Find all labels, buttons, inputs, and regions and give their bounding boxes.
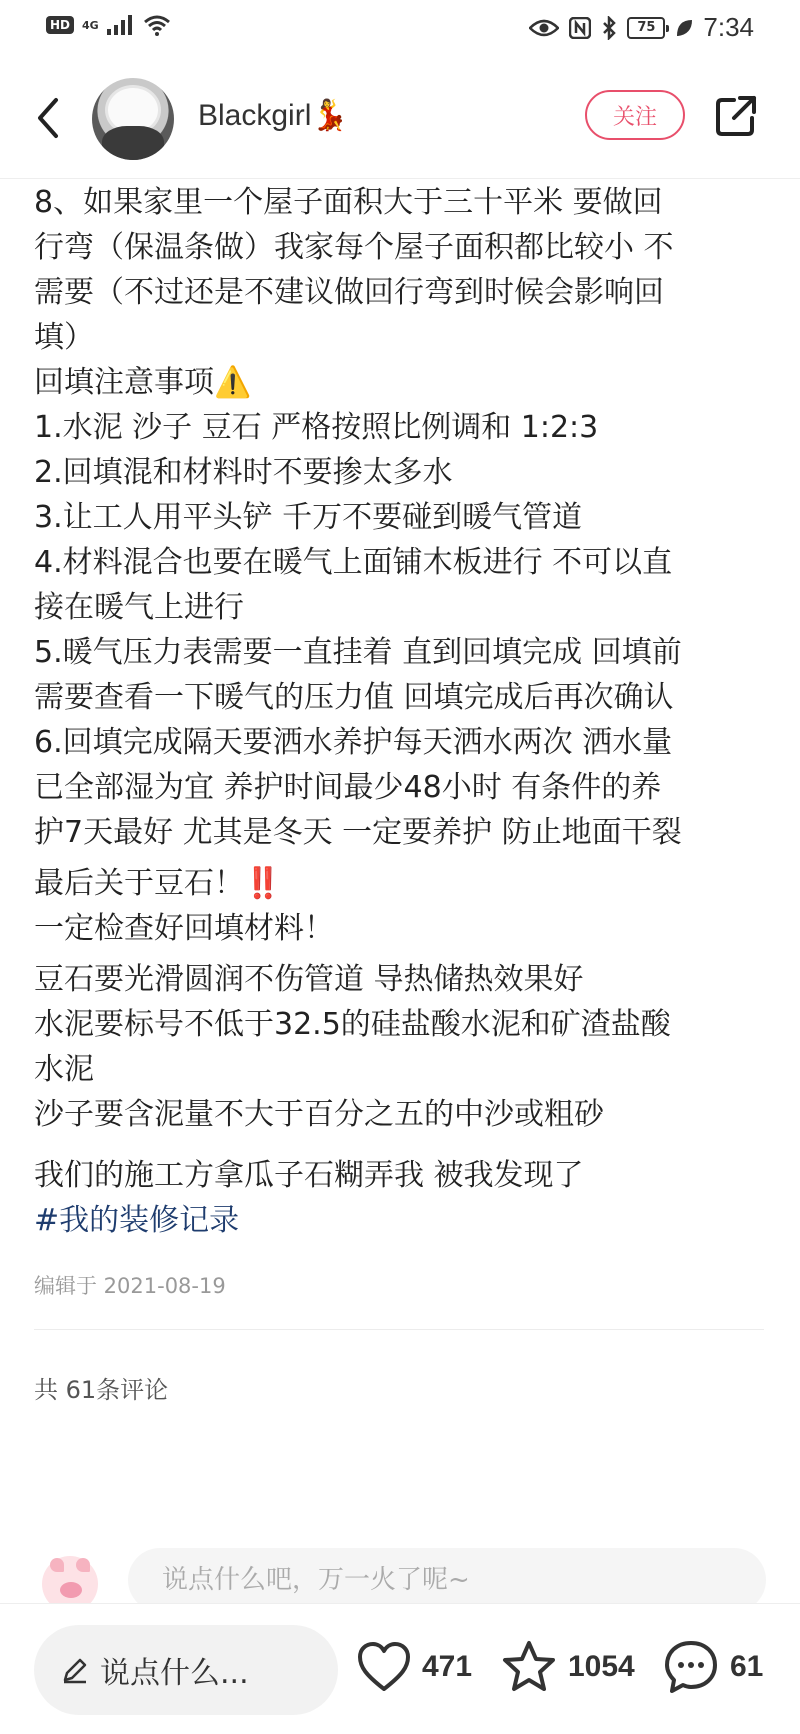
post-line: 最后关于豆石！‼️: [34, 866, 282, 901]
post-line: 回填注意事项⚠️: [34, 365, 252, 400]
post-line: 护7天最好 尤其是冬天 一定要养护 防止地面干裂: [34, 815, 682, 850]
status-left: [46, 14, 171, 36]
post-line: 需要（不过还是不建议做回行弯到时候会影响回: [34, 275, 664, 310]
like-count: 471: [422, 1650, 473, 1683]
battery-level: 75: [637, 20, 656, 35]
post-line: 8、如果家里一个屋子面积大于三十平米 要做回: [34, 185, 663, 220]
favorite-count: 1054: [568, 1650, 635, 1683]
eye-icon: [529, 18, 559, 38]
follow-button[interactable]: 关注: [585, 90, 685, 140]
post-line: 5.暖气压力表需要一直挂着 直到回填完成 回填前: [34, 635, 682, 670]
share-button[interactable]: [712, 92, 760, 140]
comment-button[interactable]: [662, 1632, 763, 1702]
comment-count: 共 61条评论: [34, 1376, 169, 1404]
bottom-action-bar: [0, 1603, 800, 1734]
post-line: 沙子要含泥量不大于百分之五的中沙或粗砂: [34, 1097, 604, 1132]
post-line: 2.回填混和材料时不要掺太多水: [34, 455, 453, 490]
post-line: 接在暖气上进行: [34, 590, 244, 625]
signal-icon: [107, 15, 135, 35]
hd-badge: HD: [46, 16, 74, 34]
comment-total: 61: [730, 1650, 764, 1683]
post-line: 已全部湿为宜 养护时间最少48小时 有条件的养: [34, 770, 662, 805]
favorite-button[interactable]: [500, 1632, 635, 1702]
like-button[interactable]: [356, 1632, 472, 1702]
comment-input[interactable]: 说点什么吧，万一火了呢~: [128, 1548, 766, 1612]
post-line: 水泥要标号不低于32.5的硅盐酸水泥和矿渣盐酸: [34, 1007, 671, 1042]
star-icon: [500, 1639, 558, 1695]
post-line: 豆石要光滑圆润不伤管道 导热储热效果好: [34, 962, 584, 997]
network-type: 4G: [82, 18, 99, 32]
section-divider: [34, 1329, 764, 1330]
leaf-icon: [675, 18, 693, 38]
post-line: 4.材料混合也要在暖气上面铺木板进行 不可以直: [34, 545, 673, 580]
status-right: [529, 12, 754, 43]
hashtag-link[interactable]: #我的装修记录: [34, 1203, 240, 1238]
battery-indicator: [627, 17, 665, 39]
post-header: [0, 60, 800, 179]
post-body: [34, 180, 764, 1410]
wifi-icon: [143, 14, 171, 36]
status-bar: [0, 0, 800, 56]
post-line: 1.水泥 沙子 豆石 严格按照比例调和 1:2:3: [34, 410, 599, 445]
comment-bubble-icon: [662, 1639, 720, 1695]
post-line: 需要查看一下暖气的压力值 回填完成后再次确认: [34, 680, 674, 715]
status-time: 7:34: [703, 12, 754, 42]
author-username[interactable]: Blackgirl💃: [198, 99, 349, 132]
post-line: 3.让工人用平头铲 千万不要碰到暖气管道: [34, 500, 583, 535]
author-avatar[interactable]: [92, 78, 174, 160]
post-line: 6.回填完成隔天要洒水养护每天洒水两次 洒水量: [34, 725, 673, 760]
share-icon: [712, 92, 760, 140]
bluetooth-icon: [601, 16, 617, 40]
heart-icon: [356, 1641, 412, 1693]
post-line: 填）: [34, 320, 94, 355]
edit-date: 编辑于 2021-08-19: [34, 1274, 226, 1298]
avatar-poodle-body: [102, 126, 164, 160]
say-something-label: 说点什么...: [100, 1656, 249, 1691]
say-something-button[interactable]: [34, 1625, 338, 1715]
post-line: 我们的施工方拿瓜子石糊弄我 被我发现了: [34, 1158, 584, 1193]
back-button[interactable]: [28, 90, 68, 146]
post-line: 一定检查好回填材料！: [34, 911, 334, 946]
post-line: 行弯（保温条做）我家每个屋子面积都比较小 不: [34, 230, 674, 265]
pencil-icon: [60, 1655, 90, 1685]
chevron-left-icon: [28, 90, 68, 146]
nfc-icon: [569, 17, 591, 39]
post-line: 水泥: [34, 1052, 94, 1087]
